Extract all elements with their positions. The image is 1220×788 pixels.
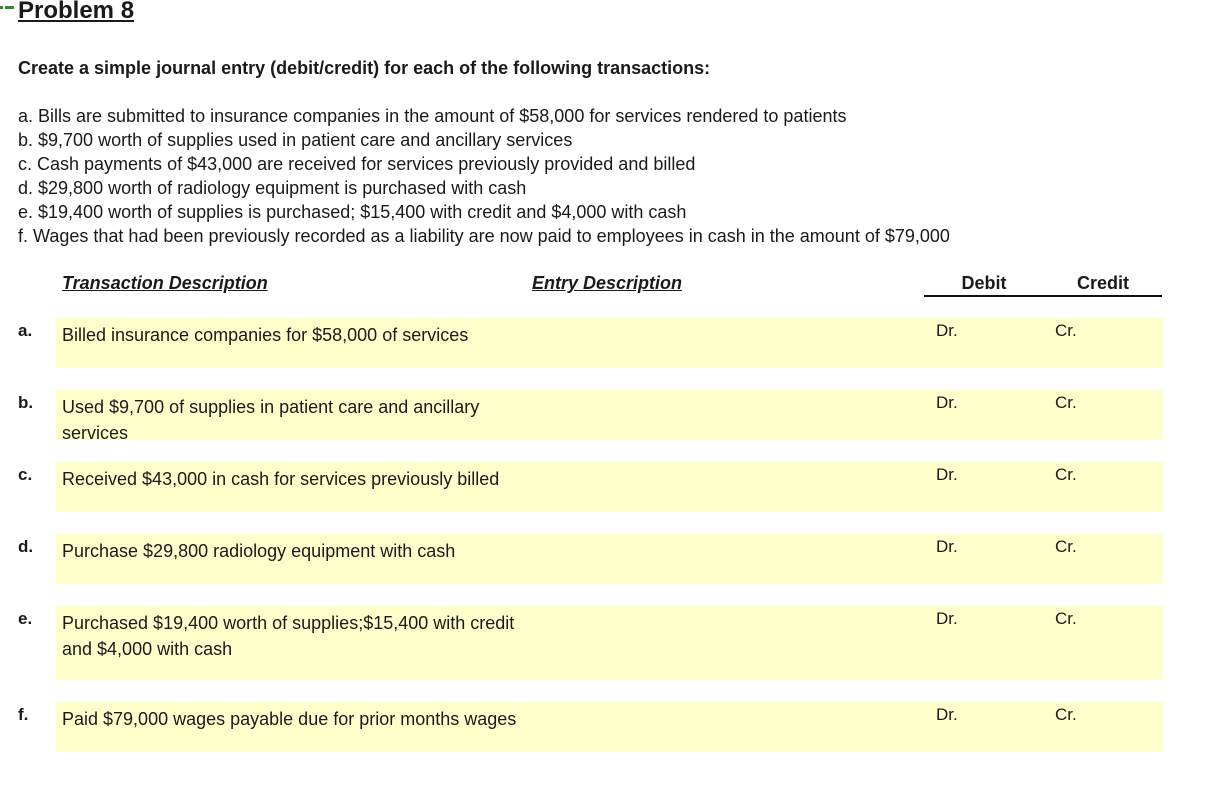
row-letter: c. — [18, 465, 33, 484]
journal-row-f[interactable] — [0, 702, 1163, 752]
debit-cell[interactable]: Dr. — [936, 609, 958, 628]
row-letter: a. — [18, 321, 33, 340]
credit-cell[interactable]: Cr. — [1055, 393, 1077, 412]
instruction-text: Create a simple journal entry (debit/credit) for each of the following transactions: — [18, 58, 711, 78]
list-item: b. $9,700 worth of supplies used in patient care and ancillary services — [18, 130, 573, 150]
credit-cell[interactable]: Cr. — [1055, 321, 1077, 340]
debit-cell[interactable]: Dr. — [936, 321, 958, 340]
row-letter: d. — [18, 537, 34, 556]
list-item: e. $19,400 worth of supplies is purchased; $15,400 with credit and $4,000 with cash — [18, 202, 687, 222]
header-underline — [924, 295, 1162, 297]
header-entry-description: Entry Description — [532, 273, 683, 293]
credit-cell[interactable]: Cr. — [1055, 537, 1077, 556]
journal-row-a[interactable] — [0, 318, 1163, 368]
row-description[interactable]: Received $43,000 in cash for services previously billed — [62, 469, 500, 489]
debit-cell[interactable]: Dr. — [936, 537, 958, 556]
list-item: f. Wages that had been previously recorded as a liability are now paid to employees in cash in the amount of $79,000 — [18, 226, 950, 246]
transactions-list — [18, 104, 950, 248]
list-item: c. Cash payments of $43,000 are received for services previously provided and billed — [18, 154, 696, 174]
journal-row-b[interactable] — [0, 390, 1163, 443]
problem-title: Problem 8 — [18, 0, 135, 24]
credit-cell[interactable]: Cr. — [1055, 609, 1077, 628]
header-credit: Credit — [1076, 273, 1129, 293]
header-debit: Debit — [961, 273, 1007, 293]
credit-cell[interactable]: Cr. — [1055, 705, 1077, 724]
journal-row-d[interactable] — [0, 534, 1163, 584]
debit-cell[interactable]: Dr. — [936, 465, 958, 484]
debit-cell[interactable]: Dr. — [936, 393, 958, 412]
row-letter: f. — [18, 705, 29, 724]
row-description[interactable]: Purchase $29,800 radiology equipment with cash — [62, 541, 456, 561]
row-description[interactable]: Paid $79,000 wages payable due for prior months wages — [62, 709, 517, 729]
list-item: a. Bills are submitted to insurance companies in the amount of $58,000 for services rendered to patients — [18, 106, 847, 126]
row-description[interactable]: Billed insurance companies for $58,000 of services — [62, 325, 469, 345]
cell-marker-icon — [0, 6, 14, 10]
row-description[interactable]: Used $9,700 of supplies in patient care and ancillary services — [62, 397, 480, 443]
journal-row-c[interactable] — [0, 462, 1163, 512]
row-letter: b. — [18, 393, 34, 412]
credit-cell[interactable]: Cr. — [1055, 465, 1077, 484]
debit-cell[interactable]: Dr. — [936, 705, 958, 724]
list-item: d. $29,800 worth of radiology equipment is purchased with cash — [18, 178, 527, 198]
journal-row-e[interactable] — [0, 606, 1163, 680]
header-transaction-description: Transaction Description — [62, 273, 268, 293]
row-letter: e. — [18, 609, 33, 628]
row-description[interactable]: Purchased $19,400 worth of supplies;$15,400 with credit and $4,000 with cash — [62, 613, 515, 659]
